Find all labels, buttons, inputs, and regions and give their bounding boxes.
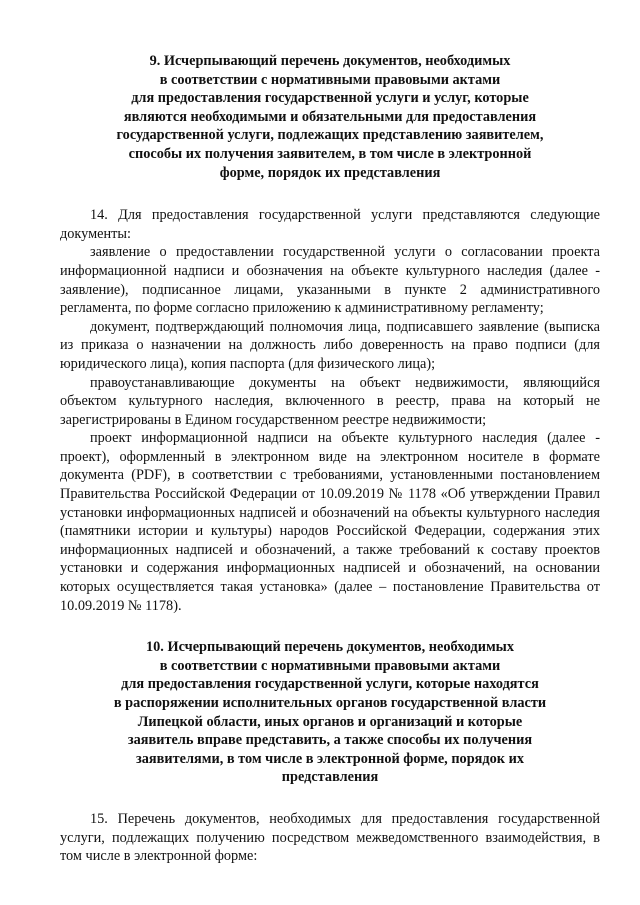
section-9 — [60, 52, 600, 615]
section-10-heading — [60, 638, 600, 787]
heading-line: государственной услуги, подлежащих представлению заявителем, — [116, 127, 544, 144]
heading-line: 10. Исчерпывающий перечень документов, необходимых — [146, 639, 514, 656]
spacer — [60, 615, 600, 638]
heading-line: заявитель вправе представить, а также способы их получения — [127, 732, 533, 749]
heading-line: в распоряжении исполнительных органов государственной власти — [113, 695, 547, 711]
paragraph-14-intro: 14. Для предоставления государственной услуги представляются следующие документы: — [60, 207, 600, 242]
heading-line: 9. Исчерпывающий перечень документов, необходимых — [149, 53, 511, 69]
heading-line: способы их получения заявителем, в том числе в электронной — [128, 145, 532, 162]
heading-line: Липецкой области, иных органов и организаций и которые — [137, 713, 523, 730]
heading-line: для предоставления государственной услуги, которые находятся — [121, 676, 539, 693]
heading-line: являются необходимыми и обязательными для предоставления — [123, 108, 537, 125]
paragraph-inscription-project: проект информационной надписи на объекте культурного наследия (далее - проект), оформленный в электронном виде на электронном носителе в формате документа (PDF), в соответствии с требованиями, установленными постановлением Правительства Российской Федерации от 10.09.2019 № 1178 «Об утверждении Правил установки информационных надписей и обозначений на объекты культурного наследия (памятники истории и культуры) народов Российской Федерации, содержания этих информационных надписей и обозначений, а также требований к составу проектов установки и содержания информационных надписей и обозначений, на основании которых осуществляется такая установка» (далее – постановление Правительства от 10.09.2019 № 1178). — [60, 430, 600, 614]
heading-line: заявителями, в том числе в электронной форме, порядок их — [136, 750, 524, 767]
heading-line: для предоставления государственной услуги и услуг, которые — [131, 90, 529, 107]
section-9-heading — [60, 52, 600, 182]
heading-line: в соответствии с нормативными правовыми актами — [159, 71, 501, 88]
section-10 — [60, 638, 600, 866]
spacer — [60, 787, 600, 810]
spacer — [60, 182, 600, 206]
paragraph-authority-document: документ, подтверждающий полномочия лица, подписавшего заявление (выписка из приказа о назначении на должность либо доверенность на право подписи (для юридического лица), копия паспорта (для физического лица); — [60, 318, 600, 372]
paragraph-15-intro: 15. Перечень документов, необходимых для предоставления государственной услуги, подлежащих получению посредством межведомственного взаимодействия, в том числе в электронной форме: — [60, 810, 600, 865]
heading-line: форме, порядок их представления — [219, 164, 441, 181]
paragraph-title-documents: правоустанавливающие документы на объект недвижимости, являющийся объектом культурного наследия, включенного в реестр, права на который не зарегистрированы в Едином государственном реестре недвижимости; — [60, 374, 600, 428]
heading-line: представления — [281, 769, 379, 786]
paragraph-application: заявление о предоставлении государственной услуги о согласовании проекта информационной надписи и обозначения на объекте культурного наследия (далее - заявление), подписанное лицами, указанными в пункте 2 административного регламента, по форме согласно приложению к административному регламенту; — [60, 244, 600, 317]
heading-line: в соответствии с нормативными правовыми актами — [159, 657, 501, 674]
